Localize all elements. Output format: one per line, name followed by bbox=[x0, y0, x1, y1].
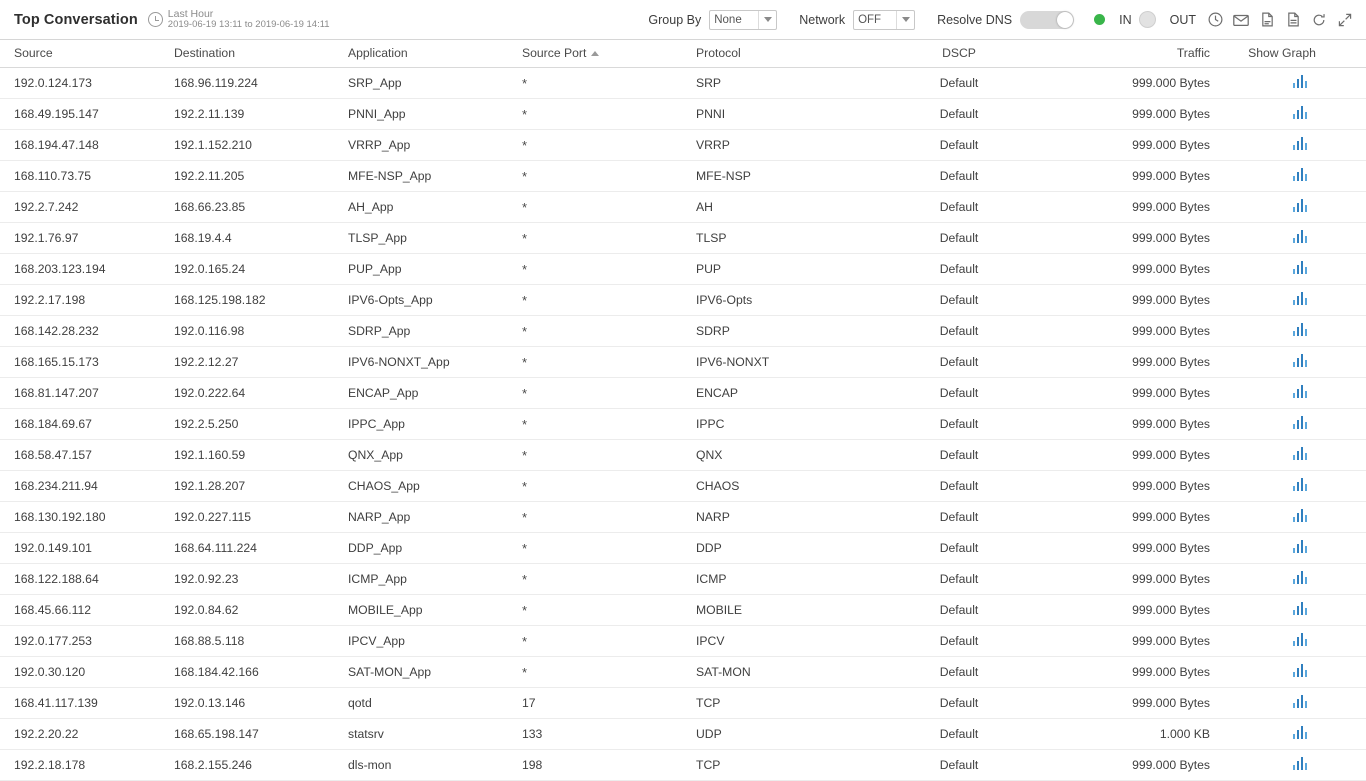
time-range-selector[interactable] bbox=[148, 9, 330, 31]
table-row[interactable] bbox=[0, 192, 1366, 223]
cell-application: SAT-MON_App bbox=[348, 657, 522, 688]
cell-show-graph bbox=[1234, 750, 1366, 781]
cell-destination: 192.2.11.139 bbox=[174, 99, 348, 130]
cell-show-graph bbox=[1234, 347, 1366, 378]
expand-icon[interactable] bbox=[1332, 7, 1358, 33]
table-row[interactable] bbox=[0, 502, 1366, 533]
cell-traffic: 1.000 KB bbox=[1048, 719, 1234, 750]
bar-chart-icon[interactable] bbox=[1293, 726, 1308, 739]
cell-traffic: 999.000 Bytes bbox=[1048, 192, 1234, 223]
cell-destination: 168.66.23.85 bbox=[174, 192, 348, 223]
bar-chart-icon[interactable] bbox=[1293, 633, 1308, 646]
cell-destination: 192.2.5.250 bbox=[174, 409, 348, 440]
bar-chart-icon[interactable] bbox=[1293, 292, 1308, 305]
cell-application: PNNI_App bbox=[348, 99, 522, 130]
cell-dscp: Default bbox=[870, 688, 1048, 719]
cell-protocol: TCP bbox=[696, 688, 870, 719]
cell-destination: 168.2.155.246 bbox=[174, 750, 348, 781]
resolve-dns-toggle[interactable] bbox=[1020, 11, 1074, 29]
cell-show-graph bbox=[1234, 378, 1366, 409]
cell-dscp: Default bbox=[870, 285, 1048, 316]
cell-source-port bbox=[522, 161, 696, 192]
cell-show-graph bbox=[1234, 192, 1366, 223]
cell-dscp: Default bbox=[870, 99, 1048, 130]
status-indicator-dot bbox=[1094, 14, 1105, 25]
cell-show-graph bbox=[1234, 533, 1366, 564]
group-by-control bbox=[648, 10, 777, 30]
asterisk-glyph: * bbox=[522, 664, 528, 680]
network-select[interactable] bbox=[853, 10, 915, 30]
time-range-text bbox=[168, 9, 330, 31]
cell-protocol: SAT-MON bbox=[696, 657, 870, 688]
table-header-row bbox=[0, 40, 1366, 68]
cell-show-graph bbox=[1234, 440, 1366, 471]
cell-dscp: Default bbox=[870, 68, 1048, 99]
cell-protocol: DDP bbox=[696, 533, 870, 564]
bar-chart-icon[interactable] bbox=[1293, 695, 1308, 708]
cell-protocol: ICMP bbox=[696, 564, 870, 595]
cell-traffic: 999.000 Bytes bbox=[1048, 626, 1234, 657]
sort-ascending-icon bbox=[591, 51, 599, 56]
pdf-export-icon[interactable] bbox=[1254, 7, 1280, 33]
asterisk-glyph: * bbox=[522, 354, 528, 370]
table-row[interactable] bbox=[0, 719, 1366, 750]
select-divider bbox=[758, 11, 759, 29]
cell-protocol: IPV6-NONXT bbox=[696, 347, 870, 378]
cell-source: 168.110.73.75 bbox=[0, 161, 174, 192]
chevron-down-icon bbox=[764, 17, 772, 22]
table-row[interactable] bbox=[0, 409, 1366, 440]
cell-show-graph bbox=[1234, 626, 1366, 657]
cell-traffic: 999.000 Bytes bbox=[1048, 68, 1234, 99]
asterisk-glyph: * bbox=[522, 75, 528, 91]
cell-application: MOBILE_App bbox=[348, 595, 522, 626]
cell-application: VRRP_App bbox=[348, 130, 522, 161]
cell-source-port bbox=[522, 626, 696, 657]
cell-application: IPCV_App bbox=[348, 626, 522, 657]
cell-destination: 192.1.160.59 bbox=[174, 440, 348, 471]
cell-source: 168.203.123.194 bbox=[0, 254, 174, 285]
column-header-protocol[interactable]: Protocol bbox=[696, 40, 870, 68]
bar-chart-icon[interactable] bbox=[1293, 571, 1308, 584]
cell-source: 168.142.28.232 bbox=[0, 316, 174, 347]
bar-chart-icon[interactable] bbox=[1293, 106, 1308, 119]
asterisk-glyph: * bbox=[522, 137, 528, 153]
cell-dscp: Default bbox=[870, 750, 1048, 781]
cell-dscp: Default bbox=[870, 533, 1048, 564]
refresh-icon[interactable] bbox=[1306, 7, 1332, 33]
column-header-source-port-label: Source Port bbox=[522, 46, 587, 60]
cell-dscp: Default bbox=[870, 657, 1048, 688]
cell-source: 168.81.147.207 bbox=[0, 378, 174, 409]
asterisk-glyph: * bbox=[522, 292, 528, 308]
table-row[interactable] bbox=[0, 595, 1366, 626]
clock-history-icon[interactable] bbox=[1202, 7, 1228, 33]
cell-source: 168.58.47.157 bbox=[0, 440, 174, 471]
asterisk-glyph: * bbox=[522, 478, 528, 494]
cell-dscp: Default bbox=[870, 316, 1048, 347]
asterisk-glyph: * bbox=[522, 106, 528, 122]
csv-export-icon[interactable] bbox=[1280, 7, 1306, 33]
clock-icon bbox=[148, 12, 163, 27]
cell-destination: 168.184.42.166 bbox=[174, 657, 348, 688]
cell-traffic: 999.000 Bytes bbox=[1048, 130, 1234, 161]
cell-source: 168.49.195.147 bbox=[0, 99, 174, 130]
bar-chart-icon[interactable] bbox=[1293, 354, 1308, 367]
asterisk-glyph: * bbox=[522, 509, 528, 525]
cell-traffic: 999.000 Bytes bbox=[1048, 750, 1234, 781]
column-header-show-graph[interactable]: Show Graph bbox=[1234, 40, 1366, 68]
cell-destination: 168.125.198.182 bbox=[174, 285, 348, 316]
cell-source: 168.41.117.139 bbox=[0, 688, 174, 719]
table-header bbox=[0, 40, 1366, 68]
cell-source: 192.2.7.242 bbox=[0, 192, 174, 223]
cell-destination: 168.65.198.147 bbox=[174, 719, 348, 750]
column-header-dscp[interactable]: DSCP bbox=[870, 40, 1048, 68]
in-label: IN bbox=[1119, 12, 1132, 27]
table-row[interactable] bbox=[0, 347, 1366, 378]
cell-application: NARP_App bbox=[348, 502, 522, 533]
cell-application: ICMP_App bbox=[348, 564, 522, 595]
asterisk-glyph: * bbox=[522, 602, 528, 618]
cell-source-port bbox=[522, 130, 696, 161]
cell-source: 192.0.30.120 bbox=[0, 657, 174, 688]
cell-protocol: IPV6-Opts bbox=[696, 285, 870, 316]
cell-source: 168.122.188.64 bbox=[0, 564, 174, 595]
bar-chart-icon[interactable] bbox=[1293, 385, 1308, 398]
cell-protocol: UDP bbox=[696, 719, 870, 750]
cell-dscp: Default bbox=[870, 130, 1048, 161]
table-row[interactable] bbox=[0, 68, 1366, 99]
cell-dscp: Default bbox=[870, 192, 1048, 223]
cell-show-graph bbox=[1234, 502, 1366, 533]
cell-protocol: VRRP bbox=[696, 130, 870, 161]
bar-chart-icon[interactable] bbox=[1293, 75, 1308, 88]
cell-application: IPV6-NONXT_App bbox=[348, 347, 522, 378]
cell-dscp: Default bbox=[870, 161, 1048, 192]
cell-source: 168.194.47.148 bbox=[0, 130, 174, 161]
asterisk-glyph: * bbox=[522, 633, 528, 649]
cell-dscp: Default bbox=[870, 378, 1048, 409]
cell-application: qotd bbox=[348, 688, 522, 719]
cell-traffic: 999.000 Bytes bbox=[1048, 223, 1234, 254]
cell-destination: 192.0.227.115 bbox=[174, 502, 348, 533]
cell-application: AH_App bbox=[348, 192, 522, 223]
cell-application: QNX_App bbox=[348, 440, 522, 471]
cell-show-graph bbox=[1234, 471, 1366, 502]
column-header-destination[interactable]: Destination bbox=[174, 40, 348, 68]
cell-application: PUP_App bbox=[348, 254, 522, 285]
cell-dscp: Default bbox=[870, 502, 1048, 533]
cell-protocol: MFE-NSP bbox=[696, 161, 870, 192]
asterisk-glyph: * bbox=[522, 385, 528, 401]
cell-show-graph bbox=[1234, 409, 1366, 440]
toolbar-controls bbox=[626, 7, 1358, 33]
network-state: OFF bbox=[858, 13, 882, 26]
cell-dscp: Default bbox=[870, 595, 1048, 626]
group-by-value: None bbox=[714, 13, 742, 26]
cell-source-port: 198 bbox=[522, 750, 696, 781]
cell-protocol: SRP bbox=[696, 68, 870, 99]
cell-traffic: 999.000 Bytes bbox=[1048, 440, 1234, 471]
asterisk-glyph: * bbox=[522, 199, 528, 215]
conversations-table bbox=[0, 40, 1366, 781]
cell-protocol: MOBILE bbox=[696, 595, 870, 626]
cell-source-port: 133 bbox=[522, 719, 696, 750]
cell-application: DDP_App bbox=[348, 533, 522, 564]
cell-show-graph bbox=[1234, 688, 1366, 719]
cell-source: 168.234.211.94 bbox=[0, 471, 174, 502]
cell-source-port bbox=[522, 192, 696, 223]
bar-chart-icon[interactable] bbox=[1293, 230, 1308, 243]
table-row[interactable] bbox=[0, 471, 1366, 502]
cell-source-port bbox=[522, 378, 696, 409]
cell-traffic: 999.000 Bytes bbox=[1048, 378, 1234, 409]
cell-traffic: 999.000 Bytes bbox=[1048, 657, 1234, 688]
cell-traffic: 999.000 Bytes bbox=[1048, 595, 1234, 626]
cell-source-port bbox=[522, 471, 696, 502]
cell-dscp: Default bbox=[870, 564, 1048, 595]
cell-application: MFE-NSP_App bbox=[348, 161, 522, 192]
cell-source-port bbox=[522, 595, 696, 626]
cell-application: CHAOS_App bbox=[348, 471, 522, 502]
cell-destination: 168.64.111.224 bbox=[174, 533, 348, 564]
toolbar bbox=[0, 0, 1366, 40]
cell-source-port bbox=[522, 68, 696, 99]
bar-chart-icon[interactable] bbox=[1293, 416, 1308, 429]
cell-source-port bbox=[522, 409, 696, 440]
table-row[interactable] bbox=[0, 564, 1366, 595]
bar-chart-icon[interactable] bbox=[1293, 199, 1308, 212]
cell-dscp: Default bbox=[870, 471, 1048, 502]
bar-chart-icon[interactable] bbox=[1293, 261, 1308, 274]
network-label: Network bbox=[799, 12, 846, 27]
cell-protocol: PUP bbox=[696, 254, 870, 285]
asterisk-glyph: * bbox=[522, 571, 528, 587]
cell-show-graph bbox=[1234, 285, 1366, 316]
cell-source-port bbox=[522, 502, 696, 533]
table-row[interactable] bbox=[0, 99, 1366, 130]
cell-protocol: QNX bbox=[696, 440, 870, 471]
cell-traffic: 999.000 Bytes bbox=[1048, 285, 1234, 316]
cell-show-graph bbox=[1234, 595, 1366, 626]
cell-traffic: 999.000 Bytes bbox=[1048, 99, 1234, 130]
table-row[interactable] bbox=[0, 440, 1366, 471]
asterisk-glyph: * bbox=[522, 447, 528, 463]
cell-destination: 192.1.152.210 bbox=[174, 130, 348, 161]
cell-traffic: 999.000 Bytes bbox=[1048, 533, 1234, 564]
time-range-label: Last Hour bbox=[167, 7, 214, 20]
cell-source-port bbox=[522, 223, 696, 254]
network-control bbox=[799, 10, 915, 30]
table-row[interactable] bbox=[0, 688, 1366, 719]
table-row[interactable] bbox=[0, 750, 1366, 781]
cell-source-port bbox=[522, 440, 696, 471]
cell-traffic: 999.000 Bytes bbox=[1048, 688, 1234, 719]
cell-protocol: SDRP bbox=[696, 316, 870, 347]
column-header-traffic[interactable]: Traffic bbox=[1048, 40, 1234, 68]
cell-source-port bbox=[522, 533, 696, 564]
toggle-knob bbox=[1057, 12, 1073, 28]
cell-show-graph bbox=[1234, 719, 1366, 750]
cell-source-port bbox=[522, 99, 696, 130]
cell-dscp: Default bbox=[870, 719, 1048, 750]
cell-traffic: 999.000 Bytes bbox=[1048, 316, 1234, 347]
cell-show-graph bbox=[1234, 161, 1366, 192]
bar-chart-icon[interactable] bbox=[1293, 757, 1308, 770]
cell-show-graph bbox=[1234, 130, 1366, 161]
cell-dscp: Default bbox=[870, 626, 1048, 657]
conversations-table-container[interactable] bbox=[0, 40, 1366, 772]
cell-show-graph bbox=[1234, 564, 1366, 595]
cell-source-port bbox=[522, 254, 696, 285]
cell-source: 168.165.15.173 bbox=[0, 347, 174, 378]
cell-protocol: TCP bbox=[696, 750, 870, 781]
cell-destination: 192.2.12.27 bbox=[174, 347, 348, 378]
cell-traffic: 999.000 Bytes bbox=[1048, 471, 1234, 502]
cell-dscp: Default bbox=[870, 347, 1048, 378]
cell-application: ENCAP_App bbox=[348, 378, 522, 409]
cell-protocol: AH bbox=[696, 192, 870, 223]
cell-source: 168.130.192.180 bbox=[0, 502, 174, 533]
cell-destination: 192.2.11.205 bbox=[174, 161, 348, 192]
group-by-select[interactable] bbox=[709, 10, 777, 30]
cell-show-graph bbox=[1234, 223, 1366, 254]
cell-destination: 168.88.5.118 bbox=[174, 626, 348, 657]
table-row[interactable] bbox=[0, 223, 1366, 254]
table-row[interactable] bbox=[0, 254, 1366, 285]
cell-destination: 192.0.84.62 bbox=[174, 595, 348, 626]
cell-source: 192.0.124.173 bbox=[0, 68, 174, 99]
cell-source: 192.2.20.22 bbox=[0, 719, 174, 750]
table-row[interactable] bbox=[0, 130, 1366, 161]
bar-chart-icon[interactable] bbox=[1293, 540, 1308, 553]
bar-chart-icon[interactable] bbox=[1293, 602, 1308, 615]
asterisk-glyph: * bbox=[522, 230, 528, 246]
cell-protocol: IPCV bbox=[696, 626, 870, 657]
cell-destination: 192.0.165.24 bbox=[174, 254, 348, 285]
cell-traffic: 999.000 Bytes bbox=[1048, 254, 1234, 285]
cell-traffic: 999.000 Bytes bbox=[1048, 409, 1234, 440]
table-row[interactable] bbox=[0, 285, 1366, 316]
cell-source-port bbox=[522, 316, 696, 347]
asterisk-glyph: * bbox=[522, 168, 528, 184]
cell-application: dls-mon bbox=[348, 750, 522, 781]
bar-chart-icon[interactable] bbox=[1293, 323, 1308, 336]
column-header-application[interactable]: Application bbox=[348, 40, 522, 68]
cell-show-graph bbox=[1234, 254, 1366, 285]
cell-destination: 168.19.4.4 bbox=[174, 223, 348, 254]
cell-protocol: TLSP bbox=[696, 223, 870, 254]
asterisk-glyph: * bbox=[522, 323, 528, 339]
cell-application: TLSP_App bbox=[348, 223, 522, 254]
cell-source-port bbox=[522, 347, 696, 378]
cell-source-port bbox=[522, 564, 696, 595]
cell-destination: 192.0.92.23 bbox=[174, 564, 348, 595]
cell-source-port: 17 bbox=[522, 688, 696, 719]
cell-source: 192.2.17.198 bbox=[0, 285, 174, 316]
cell-dscp: Default bbox=[870, 440, 1048, 471]
cell-source: 192.0.177.253 bbox=[0, 626, 174, 657]
asterisk-glyph: * bbox=[522, 416, 528, 432]
cell-source-port bbox=[522, 657, 696, 688]
cell-protocol: NARP bbox=[696, 502, 870, 533]
cell-dscp: Default bbox=[870, 409, 1048, 440]
cell-protocol: ENCAP bbox=[696, 378, 870, 409]
cell-show-graph bbox=[1234, 99, 1366, 130]
cell-traffic: 999.000 Bytes bbox=[1048, 347, 1234, 378]
cell-source: 192.2.18.178 bbox=[0, 750, 174, 781]
cell-application: SRP_App bbox=[348, 68, 522, 99]
cell-application: IPPC_App bbox=[348, 409, 522, 440]
table-row[interactable] bbox=[0, 161, 1366, 192]
column-header-source[interactable]: Source bbox=[0, 40, 174, 68]
cell-show-graph bbox=[1234, 316, 1366, 347]
bar-chart-icon[interactable] bbox=[1293, 509, 1308, 522]
column-header-source-port[interactable] bbox=[522, 40, 696, 68]
cell-application: SDRP_App bbox=[348, 316, 522, 347]
cell-destination: 192.1.28.207 bbox=[174, 471, 348, 502]
cell-application: statsrv bbox=[348, 719, 522, 750]
table-body bbox=[0, 68, 1366, 781]
time-range-value: 2019-06-19 13:11 to 2019-06-19 14:11 bbox=[167, 19, 330, 31]
bar-chart-icon[interactable] bbox=[1293, 447, 1308, 460]
asterisk-glyph: * bbox=[522, 540, 528, 556]
resolve-dns-label: Resolve DNS bbox=[937, 12, 1013, 27]
bar-chart-icon[interactable] bbox=[1293, 664, 1308, 677]
cell-dscp: Default bbox=[870, 254, 1048, 285]
cell-show-graph bbox=[1234, 657, 1366, 688]
table-row[interactable] bbox=[0, 316, 1366, 347]
cell-show-graph bbox=[1234, 68, 1366, 99]
table-row[interactable] bbox=[0, 626, 1366, 657]
cell-source: 192.1.76.97 bbox=[0, 223, 174, 254]
cell-protocol: CHAOS bbox=[696, 471, 870, 502]
cell-destination: 168.96.119.224 bbox=[174, 68, 348, 99]
asterisk-glyph: * bbox=[522, 261, 528, 277]
bar-chart-icon[interactable] bbox=[1293, 168, 1308, 181]
bar-chart-icon[interactable] bbox=[1293, 478, 1308, 491]
table-row[interactable] bbox=[0, 657, 1366, 688]
table-row[interactable] bbox=[0, 378, 1366, 409]
out-label: OUT bbox=[1169, 12, 1196, 27]
select-divider bbox=[896, 11, 897, 29]
group-by-label: Group By bbox=[648, 12, 702, 27]
cell-traffic: 999.000 Bytes bbox=[1048, 502, 1234, 533]
cell-source-port bbox=[522, 285, 696, 316]
chevron-down-icon bbox=[902, 17, 910, 22]
cell-traffic: 999.000 Bytes bbox=[1048, 564, 1234, 595]
cell-destination: 192.0.13.146 bbox=[174, 688, 348, 719]
cell-source: 192.0.149.101 bbox=[0, 533, 174, 564]
in-out-toggle[interactable] bbox=[1139, 11, 1156, 28]
email-icon[interactable] bbox=[1228, 7, 1254, 33]
table-row[interactable] bbox=[0, 533, 1366, 564]
cell-protocol: PNNI bbox=[696, 99, 870, 130]
resolve-dns-control bbox=[937, 11, 1105, 29]
page-title: Top Conversation bbox=[14, 11, 138, 28]
cell-destination: 192.0.116.98 bbox=[174, 316, 348, 347]
cell-application: IPV6-Opts_App bbox=[348, 285, 522, 316]
cell-protocol: IPPC bbox=[696, 409, 870, 440]
cell-source: 168.45.66.112 bbox=[0, 595, 174, 626]
cell-destination: 192.0.222.64 bbox=[174, 378, 348, 409]
cell-traffic: 999.000 Bytes bbox=[1048, 161, 1234, 192]
cell-source: 168.184.69.67 bbox=[0, 409, 174, 440]
bar-chart-icon[interactable] bbox=[1293, 137, 1308, 150]
cell-dscp: Default bbox=[870, 223, 1048, 254]
